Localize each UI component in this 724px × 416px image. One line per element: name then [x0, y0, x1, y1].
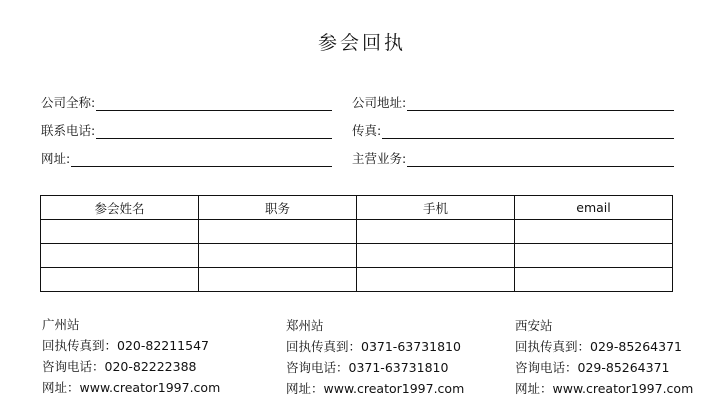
- table-cell[interactable]: [199, 220, 357, 244]
- table-cell[interactable]: [515, 244, 673, 268]
- station-website: 网址：www.creator1997.com: [286, 381, 465, 396]
- attendee-table: [40, 195, 673, 292]
- table-cell[interactable]: [199, 244, 357, 268]
- phone-input-line[interactable]: [96, 126, 332, 139]
- station-xian: [515, 315, 693, 399]
- fax-input-line[interactable]: [382, 126, 674, 139]
- header-position: 职务: [199, 196, 357, 220]
- station-fax: 回执传真到：020-82211547: [42, 338, 209, 353]
- company-name-input-line[interactable]: [96, 98, 332, 111]
- table-row: [41, 220, 673, 244]
- header-email: email: [515, 196, 673, 220]
- station-phone: 咨询电话：020-82222388: [42, 359, 197, 374]
- station-phone: 咨询电话：029-85264371: [515, 360, 670, 375]
- station-fax: 回执传真到：0371-63731810: [286, 339, 461, 354]
- company-address-label: 公司地址:: [352, 95, 407, 110]
- station-guangzhou: [42, 314, 220, 398]
- main-business-label: 主营业务:: [352, 151, 407, 166]
- company-address-field[interactable]: [352, 93, 674, 111]
- header-mobile: 手机: [357, 196, 515, 220]
- table-cell[interactable]: [357, 220, 515, 244]
- table-header-row: [41, 196, 673, 220]
- table-row: [41, 244, 673, 268]
- website-field[interactable]: [41, 149, 332, 167]
- table-cell[interactable]: [41, 220, 199, 244]
- table-cell[interactable]: [357, 268, 515, 292]
- table-cell[interactable]: [515, 220, 673, 244]
- table-cell[interactable]: [41, 244, 199, 268]
- website-input-line[interactable]: [71, 154, 332, 167]
- station-website: 网址：www.creator1997.com: [515, 381, 694, 396]
- table-cell[interactable]: [199, 268, 357, 292]
- company-name-label: 公司全称:: [41, 95, 96, 110]
- company-address-input-line[interactable]: [407, 98, 674, 111]
- station-zhengzhou: [286, 315, 464, 399]
- fax-label: 传真:: [352, 123, 382, 138]
- station-phone: 咨询电话：0371-63731810: [286, 360, 449, 375]
- table-cell[interactable]: [357, 244, 515, 268]
- station-name: 郑州站: [286, 318, 324, 333]
- main-business-input-line[interactable]: [407, 154, 674, 167]
- fax-field[interactable]: [352, 121, 674, 139]
- phone-field[interactable]: [41, 121, 332, 139]
- website-label: 网址:: [41, 151, 71, 166]
- station-fax: 回执传真到：029-85264371: [515, 339, 682, 354]
- header-attendee-name: 参会姓名: [41, 196, 199, 220]
- table-cell[interactable]: [41, 268, 199, 292]
- station-name: 广州站: [42, 317, 80, 332]
- company-name-field[interactable]: [41, 93, 332, 111]
- station-website: 网址：www.creator1997.com: [42, 380, 221, 395]
- main-business-field[interactable]: [352, 149, 674, 167]
- table-cell[interactable]: [515, 268, 673, 292]
- table-row: [41, 268, 673, 292]
- page-title: 参会回执: [317, 32, 406, 54]
- station-name: 西安站: [515, 318, 553, 333]
- phone-label: 联系电话:: [41, 123, 96, 138]
